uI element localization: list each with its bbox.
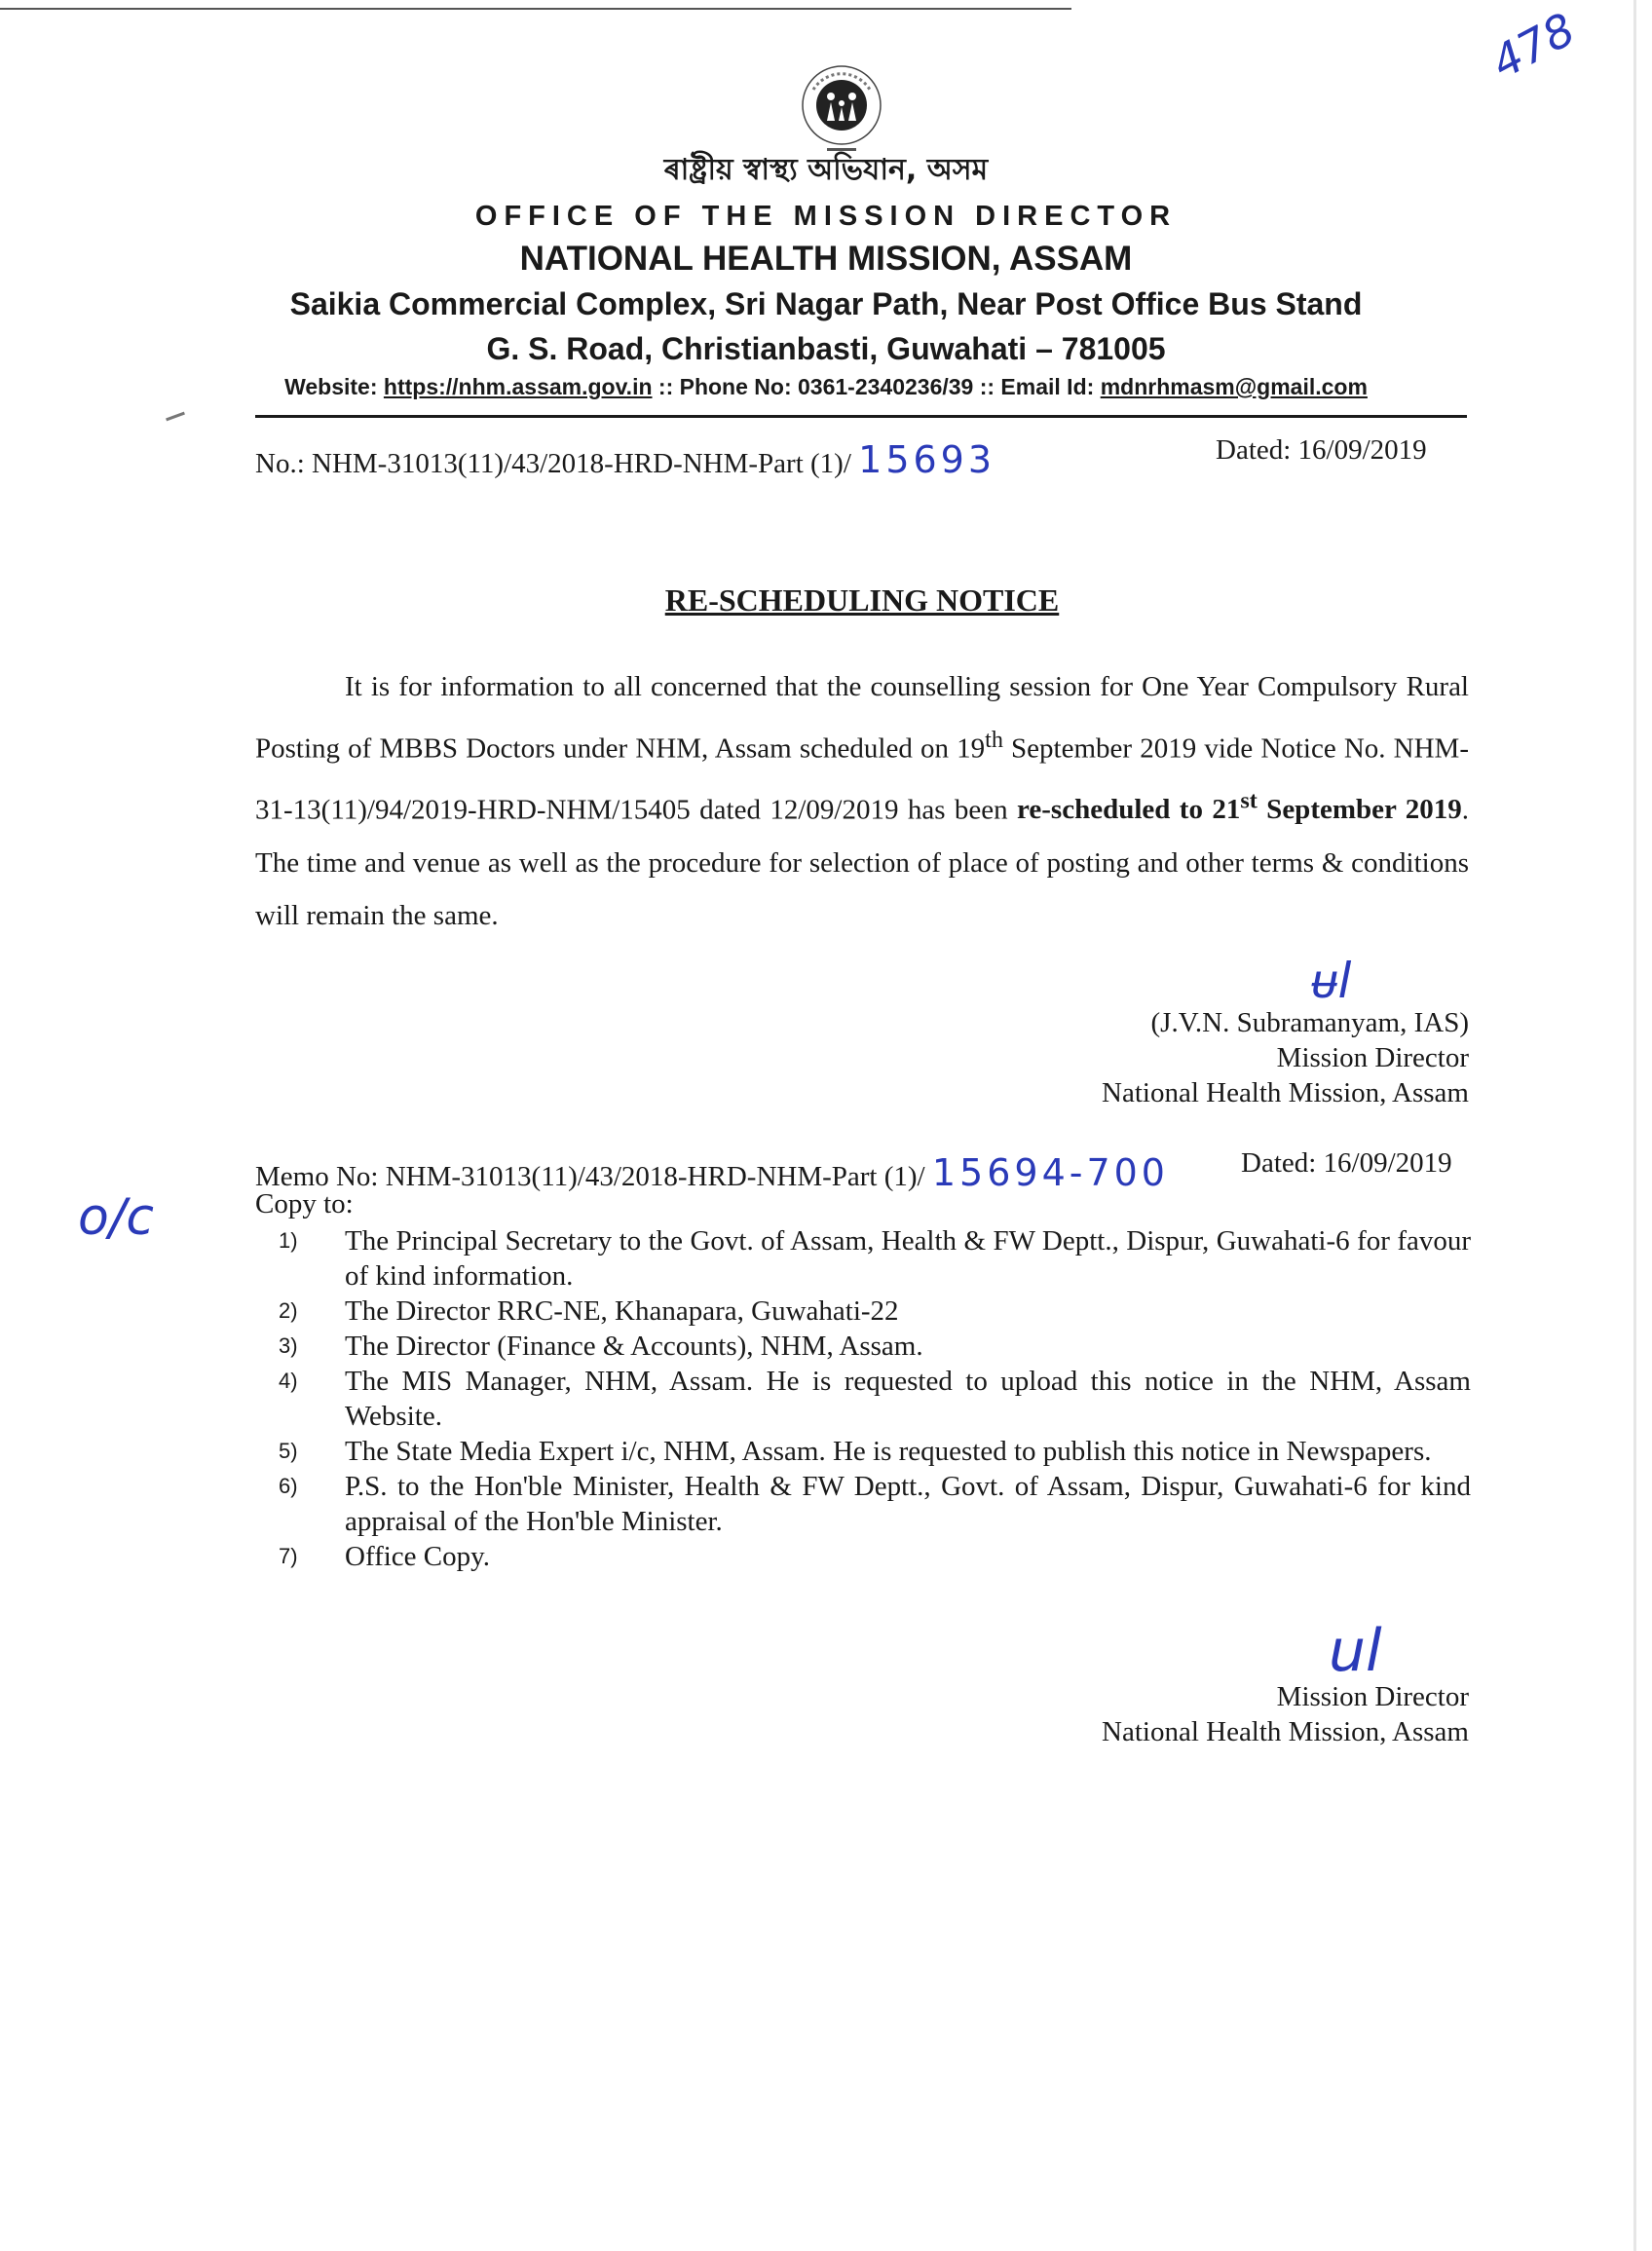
address-line-1: Saikia Commercial Complex, Sri Nagar Path, Near Post Office Bus Stand xyxy=(289,286,1363,321)
phone-text: :: Phone No: 0361-2340236/39 :: Email Id: xyxy=(652,374,1101,399)
list-item: 6) P.S. to the Hon'ble Minister, Health & FW Deptt., Govt. of Assam, Dispur, Guwahati-6 for kind appraisal of the Hon'ble Minister. xyxy=(279,1471,1471,1537)
copy-list xyxy=(279,1223,1471,1574)
address-line-2: G. S. Road, Christianbasti, Guwahati – 781005 xyxy=(486,331,1166,366)
notice-sup-1: th xyxy=(985,726,1003,753)
memo-handwritten-number: 15694-700 xyxy=(931,1151,1169,1194)
notice-body xyxy=(255,660,1469,943)
signatory-organization-2: National Health Mission, Assam xyxy=(1102,1716,1469,1747)
list-item: 3) The Director (Finance & Accounts), NHM, Assam. xyxy=(279,1331,923,1362)
reference-date: Dated: 16/09/2019 xyxy=(1216,434,1427,466)
notice-bold-2: September 2019 xyxy=(1257,794,1462,826)
notice-sup-2: st xyxy=(1240,787,1258,814)
margin-initials: o/c xyxy=(78,1188,154,1247)
header-divider xyxy=(255,415,1467,418)
website-link[interactable]: https://nhm.assam.gov.in xyxy=(383,374,653,399)
email-link[interactable]: mdnrhmasm@gmail.com xyxy=(1100,374,1368,399)
memo-number-text: Memo No: NHM-31013(11)/43/2018-HRD-NHM-Part (1)/ xyxy=(255,1161,932,1192)
signature-mark-2: ul xyxy=(1329,1617,1382,1685)
signature-block-2 xyxy=(1102,1679,1469,1749)
list-item: 2) The Director RRC-NE, Khanapara, Guwahati-22 xyxy=(279,1295,899,1327)
signatory-designation: Mission Director xyxy=(1276,1042,1469,1073)
copy-to-label: Copy to: xyxy=(255,1188,354,1219)
signatory-organization: National Health Mission, Assam xyxy=(1102,1077,1469,1108)
memo-number xyxy=(255,1151,1169,1194)
organization-heading: NATIONAL HEALTH MISSION, ASSAM xyxy=(519,240,1133,278)
nhm-logo-icon xyxy=(784,62,899,156)
handwritten-page-number: 478 xyxy=(1483,2,1584,90)
margin-pen-mark xyxy=(166,412,185,422)
notice-text-2: September 2019 vide Notice No. NHM-31-13(11)/94/2019-HRD-NHM/15405 dated 12/09/2019 has been xyxy=(255,732,1470,826)
bengali-title: ৰাষ্ট্ৰীয় স্বাস্থ্য অভিযান, অসম xyxy=(663,153,989,187)
scan-top-edge xyxy=(0,8,1071,10)
signatory-name: (J.V.N. Subramanyam, IAS) xyxy=(1150,1007,1469,1038)
contact-line xyxy=(0,374,1652,400)
notice-text-1: It is for information to all concerned that the counselling session for One Year Compulsory Rural Posting of MBBS Doctors under NHM, Assam scheduled on 19 xyxy=(255,671,1469,765)
notice-title: RE-SCHEDULING NOTICE xyxy=(664,582,1060,618)
website-label: Website: xyxy=(284,374,384,399)
office-heading: OFFICE OF THE MISSION DIRECTOR xyxy=(474,201,1178,232)
notice-bold-1: re-scheduled to 21 xyxy=(1017,794,1241,826)
notice-text-3: . The time and venue as well as the procedure for selection of place of posting and other terms & conditions will remain the same. xyxy=(255,794,1469,932)
memo-date: Dated: 16/09/2019 xyxy=(1241,1147,1452,1179)
signature-block-1 xyxy=(1102,1005,1469,1110)
list-item: 7) Office Copy. xyxy=(279,1541,490,1572)
list-item: 1) The Principal Secretary to the Govt. of Assam, Health & FW Deptt., Dispur, Guwahati-6 for favour of kind information. xyxy=(279,1225,1471,1292)
signatory-designation-2: Mission Director xyxy=(1276,1681,1469,1712)
reference-handwritten-number: 15693 xyxy=(858,438,996,481)
list-item: 4) The MIS Manager, NHM, Assam. He is requested to upload this notice in the NHM, Assam Website. xyxy=(279,1366,1471,1432)
reference-number-text: No.: NHM-31013(11)/43/2018-HRD-NHM-Part (1)/ xyxy=(255,448,859,479)
list-item: 5) The State Media Expert i/c, NHM, Assam. He is requested to publish this notice in Newspapers. xyxy=(279,1436,1432,1467)
signature-mark-1: ᵾl xyxy=(1311,953,1352,1009)
reference-number xyxy=(255,438,995,481)
